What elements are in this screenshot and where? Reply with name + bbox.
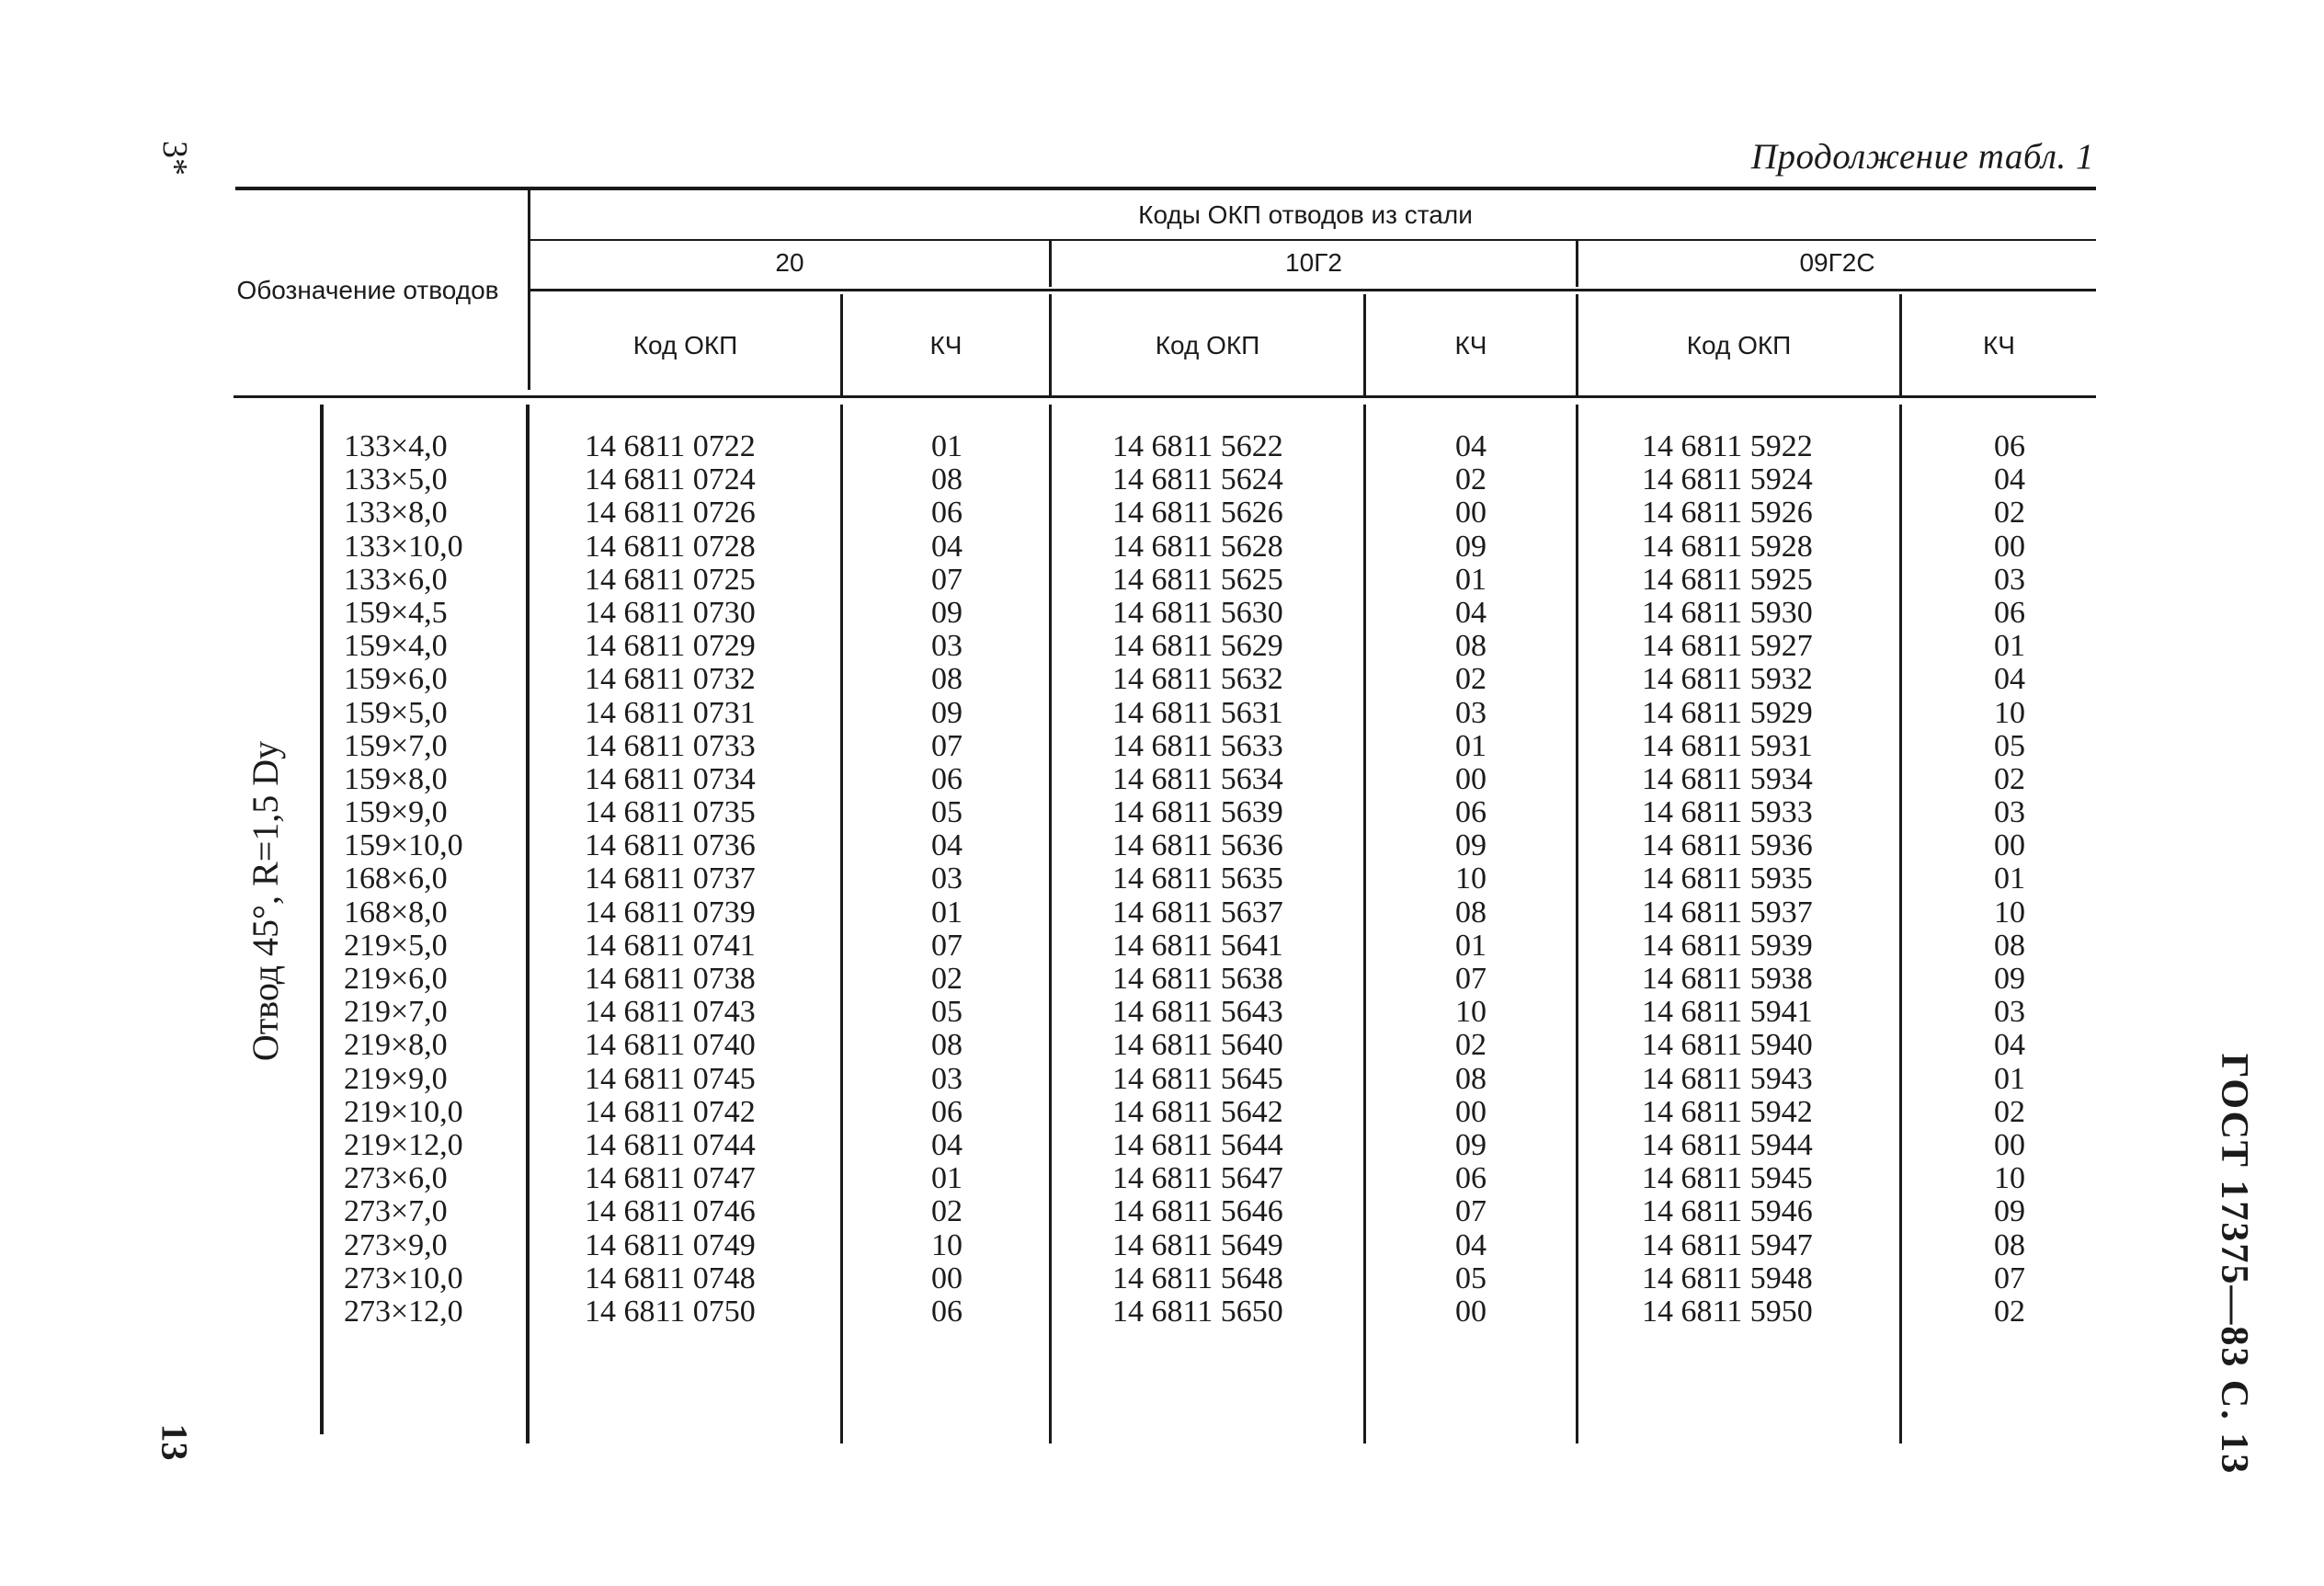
- body-divider-4: [1576, 405, 1578, 1443]
- cell-c20: 14 6811 0740: [585, 1028, 756, 1063]
- cell-k20: 05: [931, 995, 963, 1030]
- cell-k10: 02: [1455, 1028, 1487, 1063]
- cell-size: 168×8,0: [344, 895, 448, 930]
- cell-k20: 06: [931, 496, 963, 531]
- body-divider-0: [526, 405, 530, 1443]
- row-group-label: Отвод 45°, R=1,5 Dу: [245, 740, 286, 1062]
- cell-c10: 14 6811 5646: [1112, 1194, 1283, 1229]
- cell-c10: 14 6811 5626: [1112, 496, 1283, 531]
- cell-c10: 14 6811 5625: [1112, 562, 1283, 597]
- cell-c20: 14 6811 0732: [585, 662, 756, 697]
- cell-k10: 04: [1455, 595, 1487, 630]
- cell-c10: 14 6811 5632: [1112, 662, 1283, 697]
- page-number: 13: [154, 1423, 196, 1461]
- cell-k09: 02: [1994, 1094, 2025, 1129]
- cell-c20: 14 6811 0738: [585, 962, 756, 996]
- cell-c09: 14 6811 5922: [1642, 429, 1813, 463]
- cell-k20: 09: [931, 695, 963, 730]
- group-header-rule: [529, 239, 2096, 241]
- cell-k09: 01: [1994, 861, 2025, 896]
- cell-k10: 08: [1455, 1061, 1487, 1096]
- cell-k10: 01: [1455, 928, 1487, 963]
- cell-c20: 14 6811 0744: [585, 1127, 756, 1162]
- cell-size: 159×7,0: [344, 728, 448, 763]
- cell-k09: 07: [1994, 1261, 2025, 1295]
- cell-size: 219×9,0: [344, 1061, 448, 1096]
- cell-k09: 04: [1994, 1028, 2025, 1063]
- cell-c09: 14 6811 5947: [1642, 1227, 1813, 1262]
- cell-k09: 04: [1994, 662, 2025, 697]
- cell-c10: 14 6811 5634: [1112, 761, 1283, 796]
- body-divider-3: [1363, 405, 1366, 1443]
- cell-k09: 00: [1994, 1127, 2025, 1162]
- cell-k09: 02: [1994, 761, 2025, 796]
- cell-size: 219×6,0: [344, 962, 448, 996]
- cell-c09: 14 6811 5925: [1642, 562, 1813, 597]
- cell-k09: 09: [1994, 962, 2025, 996]
- cell-k09: 01: [1994, 1061, 2025, 1096]
- cell-c20: 14 6811 0724: [585, 462, 756, 497]
- cell-k20: 02: [931, 1194, 963, 1229]
- cell-k20: 01: [931, 895, 963, 930]
- body-divider-5: [1899, 405, 1902, 1443]
- cell-c09: 14 6811 5950: [1642, 1294, 1813, 1329]
- cell-size: 219×8,0: [344, 1028, 448, 1063]
- cell-c10: 14 6811 5642: [1112, 1094, 1283, 1129]
- cell-size: 159×4,5: [344, 595, 448, 630]
- standard-designation: ГОСТ 17375—83 С. 13: [2213, 1053, 2255, 1476]
- kc-header-10g2: КЧ: [1454, 331, 1487, 359]
- cell-k09: 03: [1994, 562, 2025, 597]
- table-caption: Продолжение табл. 1: [1750, 137, 2094, 177]
- cell-k20: 03: [931, 861, 963, 896]
- cell-k20: 08: [931, 462, 963, 497]
- cell-k09: 05: [1994, 728, 2025, 763]
- cell-c10: 14 6811 5640: [1112, 1028, 1283, 1063]
- steel-header-rule: [529, 289, 2096, 291]
- cell-k20: 02: [931, 962, 963, 996]
- cell-c20: 14 6811 0742: [585, 1094, 756, 1129]
- cell-k10: 06: [1455, 1161, 1487, 1196]
- cell-c09: 14 6811 5928: [1642, 529, 1813, 564]
- cell-k20: 04: [931, 529, 963, 564]
- code-column-20: [585, 430, 756, 1329]
- cell-c10: 14 6811 5643: [1112, 995, 1283, 1030]
- steel-20-header: 20: [775, 248, 804, 277]
- cell-k10: 09: [1455, 1127, 1487, 1162]
- cell-k10: 04: [1455, 1227, 1487, 1262]
- cell-c20: 14 6811 0749: [585, 1227, 756, 1262]
- cell-k10: 02: [1455, 662, 1487, 697]
- cell-c20: 14 6811 0745: [585, 1061, 756, 1096]
- cell-size: 133×5,0: [344, 462, 448, 497]
- cell-k20: 06: [931, 1094, 963, 1129]
- cell-c20: 14 6811 0748: [585, 1261, 756, 1295]
- body-divider-1: [840, 405, 843, 1443]
- cell-size: 219×12,0: [344, 1127, 463, 1162]
- cell-c20: 14 6811 0725: [585, 562, 756, 597]
- cell-k10: 01: [1455, 562, 1487, 597]
- cell-c20: 14 6811 0743: [585, 995, 756, 1030]
- cell-size: 159×4,0: [344, 629, 448, 664]
- cell-k20: 03: [931, 629, 963, 664]
- cell-c10: 14 6811 5644: [1112, 1127, 1283, 1162]
- cell-size: 219×5,0: [344, 928, 448, 963]
- table-top-rule: [235, 187, 2096, 190]
- cell-c20: 14 6811 0750: [585, 1294, 756, 1329]
- cell-c20: 14 6811 0726: [585, 496, 756, 531]
- kc-header-20: КЧ: [929, 331, 963, 359]
- cell-k09: 03: [1994, 995, 2025, 1030]
- steel-10g2-header: 10Г2: [1285, 248, 1342, 277]
- cell-size: 219×7,0: [344, 995, 448, 1030]
- code-header-09g2s: Код ОКП: [1686, 331, 1792, 359]
- cell-k10: 00: [1455, 761, 1487, 796]
- cell-c09: 14 6811 5942: [1642, 1094, 1813, 1129]
- cell-size: 219×10,0: [344, 1094, 463, 1129]
- cell-c20: 14 6811 0734: [585, 761, 756, 796]
- cell-c10: 14 6811 5628: [1112, 529, 1283, 564]
- cell-c10: 14 6811 5631: [1112, 695, 1283, 730]
- steel-group-header: Коды ОКП отводов из стали: [1138, 200, 1473, 229]
- cell-k10: 08: [1455, 629, 1487, 664]
- cell-c10: 14 6811 5647: [1112, 1161, 1283, 1196]
- cell-size: 133×8,0: [344, 496, 448, 531]
- cell-c09: 14 6811 5927: [1642, 629, 1813, 664]
- cell-size: 133×10,0: [344, 529, 463, 564]
- cell-k09: 02: [1994, 496, 2025, 531]
- sheet-mark: 3*: [155, 141, 194, 176]
- cell-k10: 09: [1455, 529, 1487, 564]
- cell-c10: 14 6811 5636: [1112, 828, 1283, 863]
- cell-c10: 14 6811 5639: [1112, 795, 1283, 830]
- cell-c09: 14 6811 5946: [1642, 1194, 1813, 1229]
- cell-size: 159×6,0: [344, 662, 448, 697]
- cell-k20: 07: [931, 562, 963, 597]
- cell-c09: 14 6811 5937: [1642, 895, 1813, 930]
- cell-k09: 00: [1994, 529, 2025, 564]
- cell-k10: 03: [1455, 695, 1487, 730]
- cell-k20: 07: [931, 728, 963, 763]
- cell-k09: 00: [1994, 828, 2025, 863]
- cell-k10: 07: [1455, 1194, 1487, 1229]
- cell-k10: 06: [1455, 795, 1487, 830]
- cell-c09: 14 6811 5932: [1642, 662, 1813, 697]
- cell-c20: 14 6811 0741: [585, 928, 756, 963]
- cell-c09: 14 6811 5938: [1642, 962, 1813, 996]
- cell-k09: 10: [1994, 1161, 2025, 1196]
- code-header-20: Код ОКП: [632, 331, 738, 359]
- cell-c10: 14 6811 5638: [1112, 962, 1283, 996]
- cell-k09: 10: [1994, 895, 2025, 930]
- cell-k09: 06: [1994, 595, 2025, 630]
- cell-k20: 06: [931, 1294, 963, 1329]
- steel-09g2s-header: 09Г2С: [1799, 248, 1875, 277]
- cell-c10: 14 6811 5633: [1112, 728, 1283, 763]
- cell-c20: 14 6811 0735: [585, 795, 756, 830]
- cell-k20: 03: [931, 1061, 963, 1096]
- kc-column-09g2s: [1964, 430, 2056, 1329]
- cell-k09: 01: [1994, 629, 2025, 664]
- body-divider-2: [1049, 405, 1052, 1443]
- cell-c09: 14 6811 5935: [1642, 861, 1813, 896]
- cell-c09: 14 6811 5944: [1642, 1127, 1813, 1162]
- cell-size: 273×12,0: [344, 1294, 463, 1329]
- cell-size: 159×9,0: [344, 795, 448, 830]
- body-divider-label: [320, 405, 324, 1434]
- cell-c09: 14 6811 5929: [1642, 695, 1813, 730]
- cell-k09: 03: [1994, 795, 2025, 830]
- cell-k20: 05: [931, 795, 963, 830]
- code-column-09g2s: [1642, 430, 1813, 1329]
- cell-c09: 14 6811 5945: [1642, 1161, 1813, 1196]
- kc-column-10g2: [1425, 430, 1517, 1329]
- kc-header-09g2s: КЧ: [1983, 331, 2015, 359]
- cell-k10: 04: [1455, 429, 1487, 463]
- cell-c09: 14 6811 5933: [1642, 795, 1813, 830]
- cell-k20: 06: [931, 761, 963, 796]
- cell-k09: 04: [1994, 462, 2025, 497]
- cell-k09: 09: [1994, 1194, 2025, 1229]
- cell-c09: 14 6811 5934: [1642, 761, 1813, 796]
- cell-c20: 14 6811 0736: [585, 828, 756, 863]
- cell-size: 133×4,0: [344, 429, 448, 463]
- cell-k10: 09: [1455, 828, 1487, 863]
- cell-c09: 14 6811 5943: [1642, 1061, 1813, 1096]
- cell-c20: 14 6811 0739: [585, 895, 756, 930]
- cell-c20: 14 6811 0729: [585, 629, 756, 664]
- cell-k09: 10: [1994, 695, 2025, 730]
- cell-c10: 14 6811 5637: [1112, 895, 1283, 930]
- cell-size: 168×6,0: [344, 861, 448, 896]
- cell-k10: 00: [1455, 496, 1487, 531]
- cell-k10: 05: [1455, 1261, 1487, 1295]
- size-column: [344, 430, 509, 1329]
- cell-k20: 01: [931, 429, 963, 463]
- cell-c10: 14 6811 5629: [1112, 629, 1283, 664]
- cell-k09: 02: [1994, 1294, 2025, 1329]
- cell-c20: 14 6811 0730: [585, 595, 756, 630]
- cell-size: 273×9,0: [344, 1227, 448, 1262]
- cell-k20: 08: [931, 1028, 963, 1063]
- cell-k20: 08: [931, 662, 963, 697]
- cell-c20: 14 6811 0731: [585, 695, 756, 730]
- cell-c20: 14 6811 0733: [585, 728, 756, 763]
- header-bottom-rule: [234, 395, 2096, 398]
- cell-k10: 08: [1455, 895, 1487, 930]
- cell-k09: 08: [1994, 1227, 2025, 1262]
- cell-size: 159×10,0: [344, 828, 463, 863]
- cell-c10: 14 6811 5648: [1112, 1261, 1283, 1295]
- cell-k20: 10: [931, 1227, 963, 1262]
- cell-c09: 14 6811 5948: [1642, 1261, 1813, 1295]
- cell-k10: 10: [1455, 995, 1487, 1030]
- cell-k10: 01: [1455, 728, 1487, 763]
- cell-c10: 14 6811 5622: [1112, 429, 1283, 463]
- cell-size: 273×10,0: [344, 1261, 463, 1295]
- cell-k09: 08: [1994, 928, 2025, 963]
- cell-c09: 14 6811 5940: [1642, 1028, 1813, 1063]
- cell-c20: 14 6811 0747: [585, 1161, 756, 1196]
- cell-k20: 00: [931, 1261, 963, 1295]
- cell-c10: 14 6811 5650: [1112, 1294, 1283, 1329]
- code-header-10g2: Код ОКП: [1155, 331, 1260, 359]
- cell-c10: 14 6811 5645: [1112, 1061, 1283, 1096]
- cell-size: 159×5,0: [344, 695, 448, 730]
- cell-c09: 14 6811 5926: [1642, 496, 1813, 531]
- cell-k10: 07: [1455, 962, 1487, 996]
- cell-k10: 10: [1455, 861, 1487, 896]
- cell-c20: 14 6811 0737: [585, 861, 756, 896]
- cell-k10: 02: [1455, 462, 1487, 497]
- cell-k09: 06: [1994, 429, 2025, 463]
- cell-k10: 00: [1455, 1294, 1487, 1329]
- cell-c09: 14 6811 5939: [1642, 928, 1813, 963]
- cell-c20: 14 6811 0722: [585, 429, 756, 463]
- cell-k20: 09: [931, 595, 963, 630]
- cell-c09: 14 6811 5941: [1642, 995, 1813, 1030]
- cell-k20: 07: [931, 928, 963, 963]
- cell-k20: 04: [931, 828, 963, 863]
- cell-c20: 14 6811 0746: [585, 1194, 756, 1229]
- designation-header: Обозначение отводов: [236, 276, 499, 304]
- cell-k20: 01: [931, 1161, 963, 1196]
- cell-c09: 14 6811 5931: [1642, 728, 1813, 763]
- cell-c10: 14 6811 5641: [1112, 928, 1283, 963]
- cell-c10: 14 6811 5635: [1112, 861, 1283, 896]
- cell-c10: 14 6811 5630: [1112, 595, 1283, 630]
- cell-size: 133×6,0: [344, 562, 448, 597]
- cell-size: 273×7,0: [344, 1194, 448, 1229]
- kc-column-20: [901, 430, 993, 1329]
- cell-size: 273×6,0: [344, 1161, 448, 1196]
- cell-size: 159×8,0: [344, 761, 448, 796]
- cell-c10: 14 6811 5624: [1112, 462, 1283, 497]
- cell-c09: 14 6811 5930: [1642, 595, 1813, 630]
- code-column-10g2: [1112, 430, 1283, 1329]
- cell-c10: 14 6811 5649: [1112, 1227, 1283, 1262]
- cell-k20: 04: [931, 1127, 963, 1162]
- cell-k10: 00: [1455, 1094, 1487, 1129]
- cell-c20: 14 6811 0728: [585, 529, 756, 564]
- cell-c09: 14 6811 5936: [1642, 828, 1813, 863]
- cell-c09: 14 6811 5924: [1642, 462, 1813, 497]
